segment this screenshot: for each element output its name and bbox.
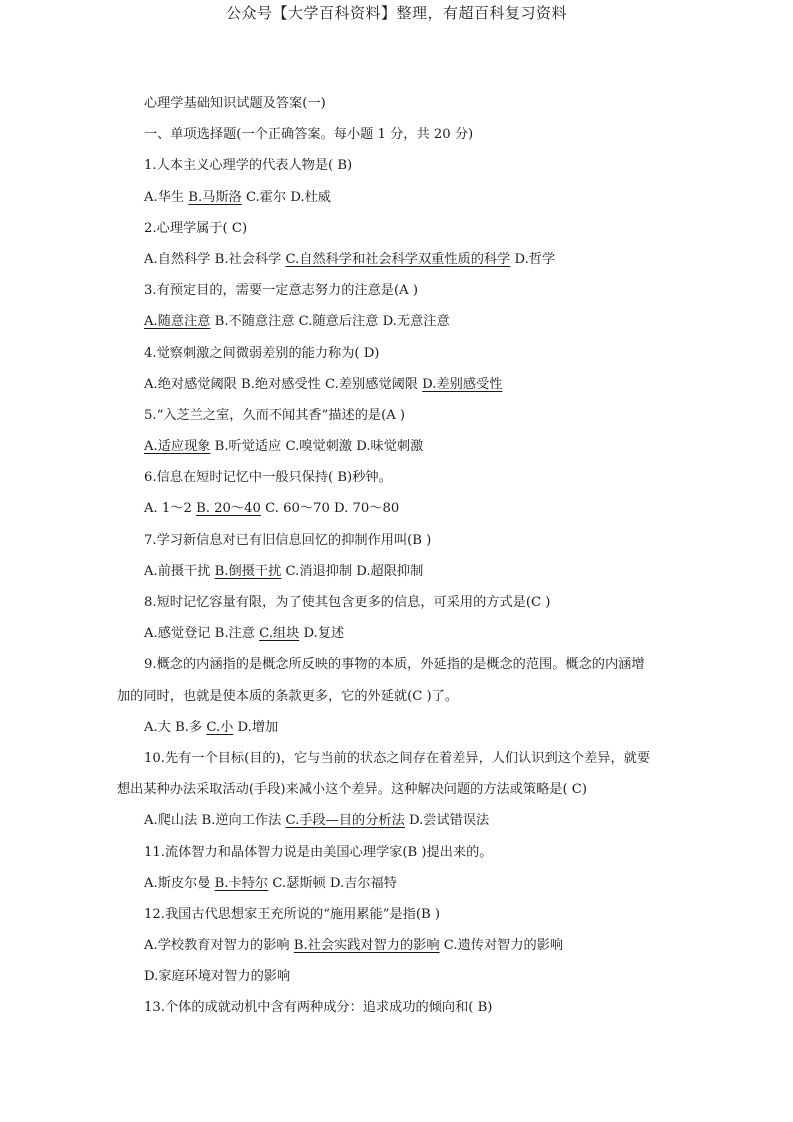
text-run: 3.有预定目的，需要一定意志努力的注意是(A ): [144, 283, 418, 299]
text-line: [117, 712, 693, 743]
text-line: [117, 431, 693, 462]
text-line: [117, 182, 693, 213]
underlined-answer: D.差别感受性: [422, 376, 503, 392]
text-run: A.感觉登记 B.注意: [144, 626, 260, 642]
text-line: [117, 275, 693, 306]
text-line: [117, 462, 693, 493]
text-line: [117, 338, 693, 369]
text-run: 12.我国古代思想家王充所说的“施用累能”是指(B ): [144, 906, 441, 922]
underlined-answer: C.自然科学和社会科学双重性质的科学: [285, 251, 511, 267]
text-line: [117, 992, 693, 1023]
text-line: [117, 868, 693, 899]
text-line: [117, 213, 693, 244]
text-run: A.绝对感觉阈限 B.绝对感受性 C.差别感觉阈限: [144, 376, 423, 392]
text-run: A.自然科学 B.社会科学: [144, 251, 286, 267]
text-run: 6.信息在短时记忆中一般只保持( B)秒钟。: [144, 470, 392, 486]
underlined-answer: B. 20～40: [196, 501, 261, 517]
text-run: A.斯皮尔曼: [144, 875, 215, 891]
text-run: C.遗传对智力的影响: [439, 938, 564, 954]
underlined-answer: C.组块: [259, 626, 300, 642]
underlined-answer: B.倒摄干扰: [214, 563, 282, 579]
text-run: 2.心理学属于( C): [144, 220, 248, 236]
text-line: [117, 119, 693, 150]
text-run: C.消退抑制 D.超限抑制: [281, 563, 424, 579]
page-header: 公众号【大学百科资料】整理，有超百科复习资料: [225, 4, 567, 22]
text-run: 1.人本主义心理学的代表人物是( B): [144, 158, 353, 174]
text-run: 加的同时，也就是使本质的条款更多，它的外延就(C )了。: [117, 688, 459, 704]
text-run: A.爬山法 B.逆向工作法: [144, 813, 286, 829]
text-run: B.听觉适应 C.嗅觉刺激 D.味觉刺激: [210, 439, 424, 455]
text-run: 11.流体智力和晶体智力说是由美国心理学家(B )提出来的。: [144, 844, 493, 860]
text-run: 心理学基础知识试题及答案(一): [144, 96, 326, 111]
text-run: C.瑟斯顿 D.吉尔福特: [268, 875, 397, 891]
text-run: D.增加: [233, 719, 279, 735]
text-run: 7.学习新信息对已有旧信息回忆的抑制作用叫(B ): [144, 532, 432, 548]
text-run: 5.“入芝兰之室，久而不闻其香”描述的是(A ): [144, 407, 406, 423]
underlined-answer: C.手段—目的分析法: [285, 813, 405, 829]
underlined-answer: A.随意注意: [144, 314, 211, 330]
text-line: [117, 649, 693, 680]
text-line: [117, 525, 693, 556]
underlined-answer: B.卡特尔: [214, 875, 269, 891]
text-run: 8.短时记忆容量有限，为了使其包含更多的信息，可采用的方式是(C ): [144, 595, 551, 610]
text-run: 10.先有一个目标(目的)，它与当前的状态之间存在着差异，人们认识到这个差异，就要: [144, 750, 651, 766]
text-run: A.华生: [144, 189, 189, 205]
text-run: A. 1～2: [144, 501, 197, 517]
text-run: 想出某种办法采取活动(手段)来减小这个差异。这种解决问题的方法或策略是( C): [117, 782, 588, 798]
text-run: A.学校教育对智力的影响: [144, 938, 294, 954]
document-body: [117, 88, 693, 1024]
text-run: 13.个体的成就动机中含有两种成分：追求成功的倾向和( B): [144, 1000, 493, 1016]
text-line: [117, 837, 693, 868]
text-line: [117, 618, 693, 649]
text-line: [117, 306, 693, 337]
text-line: [117, 805, 693, 836]
text-run: C. 60～70 D. 70～80: [260, 501, 400, 517]
text-line: [117, 681, 693, 712]
text-run: C.霍尔 D.杜威: [241, 189, 331, 205]
text-run: D.复述: [299, 626, 345, 642]
text-line: [117, 743, 693, 774]
text-line: [117, 774, 693, 805]
text-line: [117, 88, 693, 119]
text-run: B.不随意注意 C.随意后注意 D.无意注意: [210, 314, 450, 330]
text-line: [117, 556, 693, 587]
text-run: 4.觉察刺激之间微弱差别的能力称为( D): [144, 345, 380, 361]
text-run: A.大 B.多: [144, 719, 207, 735]
underlined-answer: B.马斯洛: [188, 189, 242, 205]
text-run: D.哲学: [510, 251, 556, 267]
text-run: A.前摄干扰: [144, 563, 215, 579]
underlined-answer: A.适应现象: [144, 439, 211, 455]
underlined-answer: B.社会实践对智力的影响: [293, 938, 440, 954]
text-line: [117, 150, 693, 181]
text-line: [117, 244, 693, 275]
text-run: 9.概念的内涵指的是概念所反映的事物的本质，外延指的是概念的范围。概念的内涵增: [144, 657, 645, 673]
text-line: [117, 587, 693, 618]
text-line: [117, 400, 693, 431]
text-line: [117, 493, 693, 524]
text-run: 一、单项选择题(一个正确答案。每小题 1 分，共 20 分): [144, 127, 474, 143]
text-run: D.尝试错误法: [404, 813, 490, 829]
text-line: [117, 369, 693, 400]
underlined-answer: C.小: [206, 719, 234, 735]
text-line: [117, 961, 693, 992]
text-line: [117, 930, 693, 961]
text-line: [117, 899, 693, 930]
text-run: D.家庭环境对智力的影响: [144, 969, 291, 985]
